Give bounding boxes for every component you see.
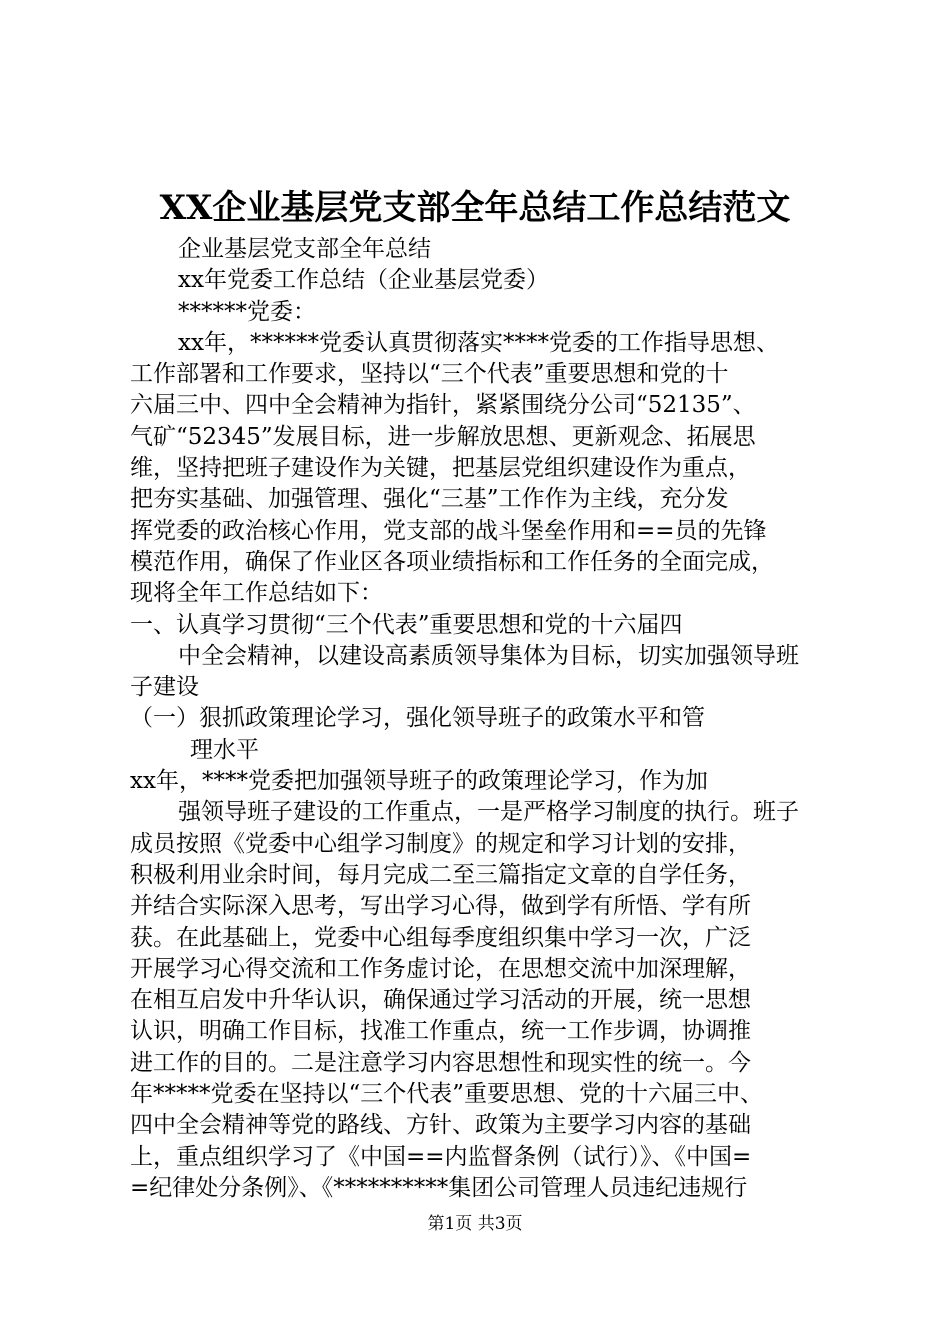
body-line: 四中全会精神等党的路线、方针、政策为主要学习内容的基础	[130, 1112, 751, 1139]
document-title: XX企业基层党支部全年总结工作总结范文	[159, 188, 791, 228]
body-line: =纪律处分条例》、《**********集团公司管理人员违纪违规行	[130, 1174, 748, 1201]
body-line: xx年，******党委认真贯彻落实****党委的工作指导思想、	[178, 329, 779, 356]
body-line: 企业基层党支部全年总结	[178, 236, 431, 262]
document-body	[130, 234, 832, 1204]
body-line: 维，坚持把班子建设作为关键，把基层党组织建设作为重点，	[130, 455, 751, 482]
body-line: 开展学习心得交流和工作务虚讨论，在思想交流中加深理解，	[130, 955, 751, 982]
body-line: 获。在此基础上，党委中心组每季度组织集中学习一次，广泛	[130, 924, 751, 951]
body-line: ******党委：	[178, 298, 316, 325]
body-line: 工作部署和工作要求，坚持以“三个代表”重要思想和党的十	[130, 361, 729, 388]
body-line: xx年党委工作总结（企业基层党委）	[178, 267, 549, 294]
body-line: 气矿“52345”发展目标，进一步解放思想、更新观念、拓展思	[130, 423, 756, 450]
page-footer: 第1页 共3页	[427, 1214, 523, 1234]
body-line: 上，重点组织学习了《中国==内监督条例（试行）》、《中国=	[130, 1143, 752, 1170]
body-line: 认识，明确工作目标，找准工作重点，统一工作步调，协调推	[130, 1018, 751, 1045]
body-line: 成员按照《党委中心组学习制度》的规定和学习计划的安排，	[130, 830, 751, 857]
section-heading-line: 子建设	[130, 674, 199, 701]
body-line: 积极利用业余时间，每月完成二至三篇指定文章的自学任务，	[130, 861, 751, 888]
section-heading-line: 中全会精神，以建设高素质领导集体为目标，切实加强领导班	[178, 642, 799, 669]
body-line: 年*****党委在坚持以“三个代表”重要思想、党的十六届三中、	[130, 1081, 764, 1108]
body-line: 并结合实际深入思考，写出学习心得，做到学有所悟、学有所	[130, 893, 751, 920]
body-line: 在相互启发中升华认识，确保通过学习活动的开展，统一思想	[130, 987, 751, 1014]
body-line: 进工作的目的。二是注意学习内容思想性和现实性的统一。今	[130, 1049, 751, 1076]
body-line: 一、认真学习贯彻“三个代表”重要思想和党的十六届四	[130, 611, 683, 638]
body-line: 挥党委的政治核心作用，党支部的战斗堡垒作用和==员的先锋	[130, 517, 767, 544]
body-line: 现将全年工作总结如下：	[130, 580, 383, 607]
body-line: 把夯实基础、加强管理、强化“三基”工作作为主线，充分发	[130, 486, 729, 513]
body-line: 强领导班子建设的工作重点，一是严格学习制度的执行。班子	[178, 799, 799, 826]
subsection-heading-line: xx年，****党委把加强领导班子的政策理论学习，作为加	[130, 768, 708, 795]
section-heading-line: （一）狠抓政策理论学习，强化领导班子的政策水平和管	[130, 705, 705, 732]
subsection-heading-line: 理水平	[190, 736, 259, 763]
body-line: 模范作用，确保了作业区各项业绩指标和工作任务的全面完成，	[130, 548, 774, 575]
body-line: 六届三中、四中全会精神为指针，紧紧围绕分公司“52135”、	[130, 392, 756, 419]
